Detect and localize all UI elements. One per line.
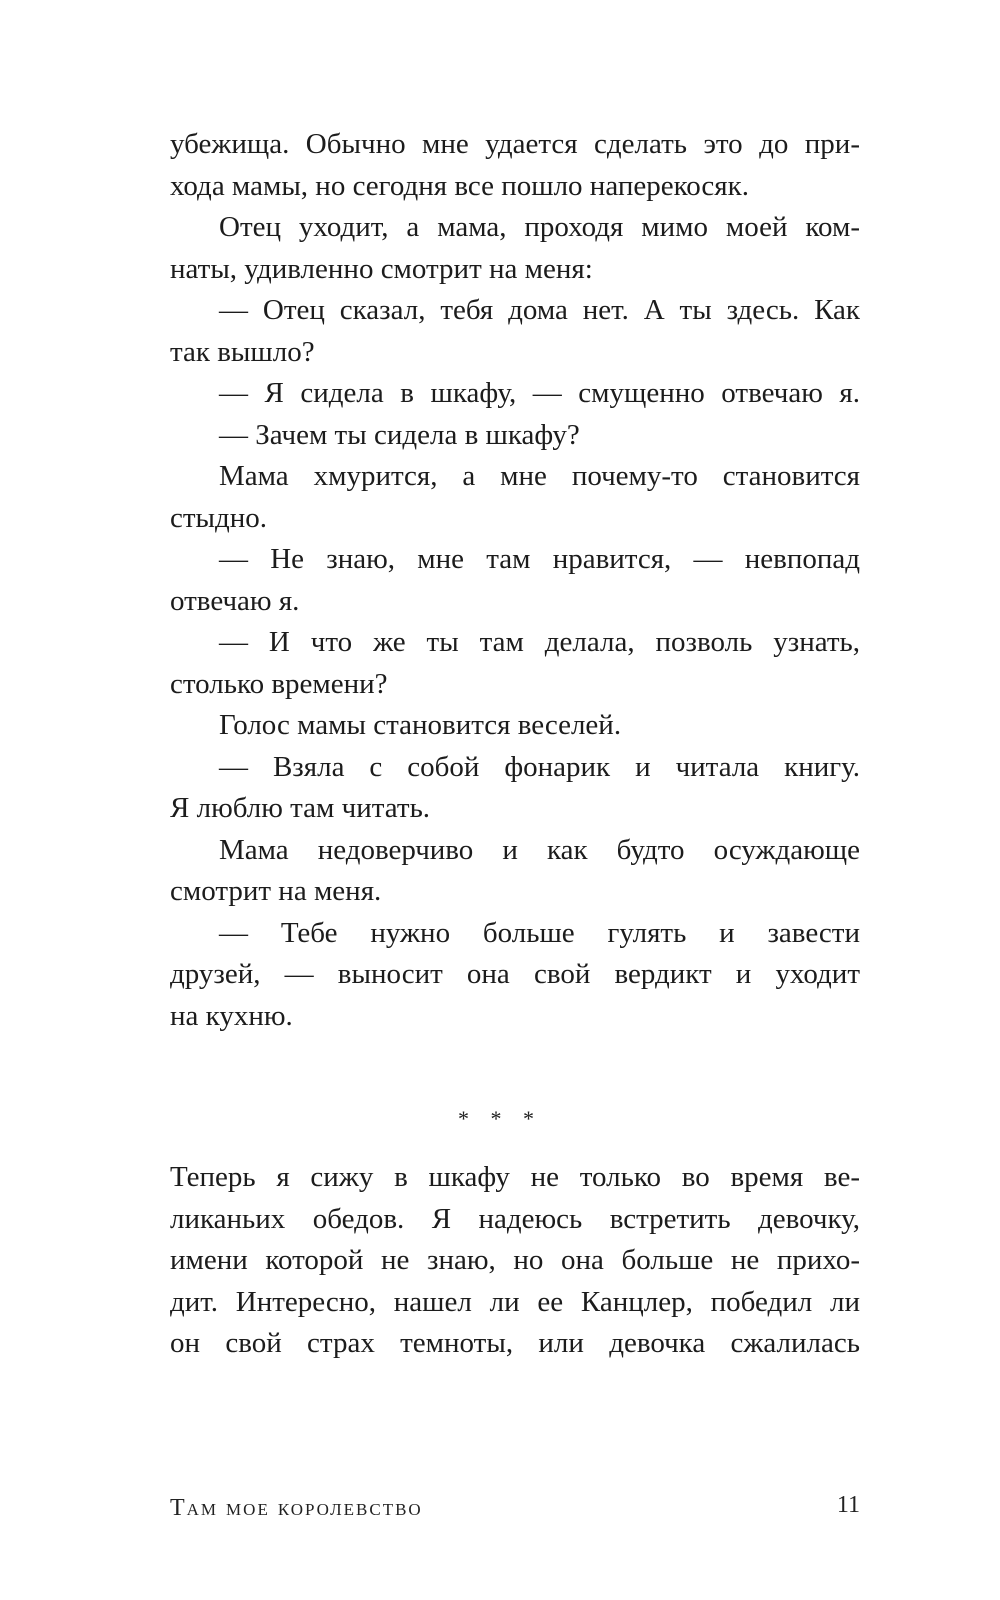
body-text-after-break xyxy=(170,1157,860,1365)
page-number: 11 xyxy=(836,1492,860,1518)
text-line: Я люблю там читать. xyxy=(170,792,431,824)
text-line: хода мамы, но сегодня все пошло наперекосяк. xyxy=(170,169,749,202)
text-line: смотрит на меня. xyxy=(170,875,382,907)
text-line: на кухню. xyxy=(170,999,293,1032)
text-line: убежища. Обычно мне удается сделать это до при- xyxy=(170,128,860,160)
text-line: Теперь я сижу в шкафу не только во время ве- xyxy=(170,1161,860,1193)
text-line: — Тебе нужно больше гулять и завести xyxy=(219,916,860,949)
text-line: — Я сидела в шкафу, — смущенно отвечаю я. xyxy=(219,377,860,409)
text-line: отвечаю я. xyxy=(170,584,300,617)
text-line: он свой страх темноты, или девочка сжалилась xyxy=(170,1327,860,1359)
running-title: Там мое королевство xyxy=(170,1495,423,1521)
text-line: ликаньих обедов. Я надеюсь встретить девочку, xyxy=(170,1202,860,1235)
body-text-before-break xyxy=(170,124,860,1037)
section-separator: * * * xyxy=(458,1106,542,1131)
text-line: столько времени? xyxy=(170,667,388,700)
text-line: наты, удивленно смотрит на меня: xyxy=(170,252,593,285)
text-line: — Не знаю, мне там нравится, — невпопад xyxy=(219,543,860,575)
text-line: Голос мамы становится веселей. xyxy=(219,709,622,741)
text-line: — Отец сказал, тебя дома нет. А ты здесь. Как xyxy=(219,294,860,326)
text-line: так вышло? xyxy=(170,335,315,368)
text-line: дит. Интересно, нашел ли ее Канцлер, победил ли xyxy=(170,1285,860,1318)
text-line: — И что же ты там делала, позволь узнать, xyxy=(219,626,860,658)
text-line: — Взяла с собой фонарик и читала книгу. xyxy=(219,750,860,783)
text-line: Мама хмурится, а мне почему-то становится xyxy=(219,460,860,492)
text-line: имени которой не знаю, но она больше не прихо- xyxy=(170,1244,860,1276)
text-line: Мама недоверчиво и как будто осуждающе xyxy=(219,833,860,866)
text-line: Отец уходит, а мама, проходя мимо моей ком- xyxy=(219,211,860,243)
text-line: — Зачем ты сидела в шкафу? xyxy=(219,418,580,451)
text-line: стыдно. xyxy=(170,501,268,534)
text-line: друзей, — выносит она свой вердикт и уходит xyxy=(170,958,860,990)
